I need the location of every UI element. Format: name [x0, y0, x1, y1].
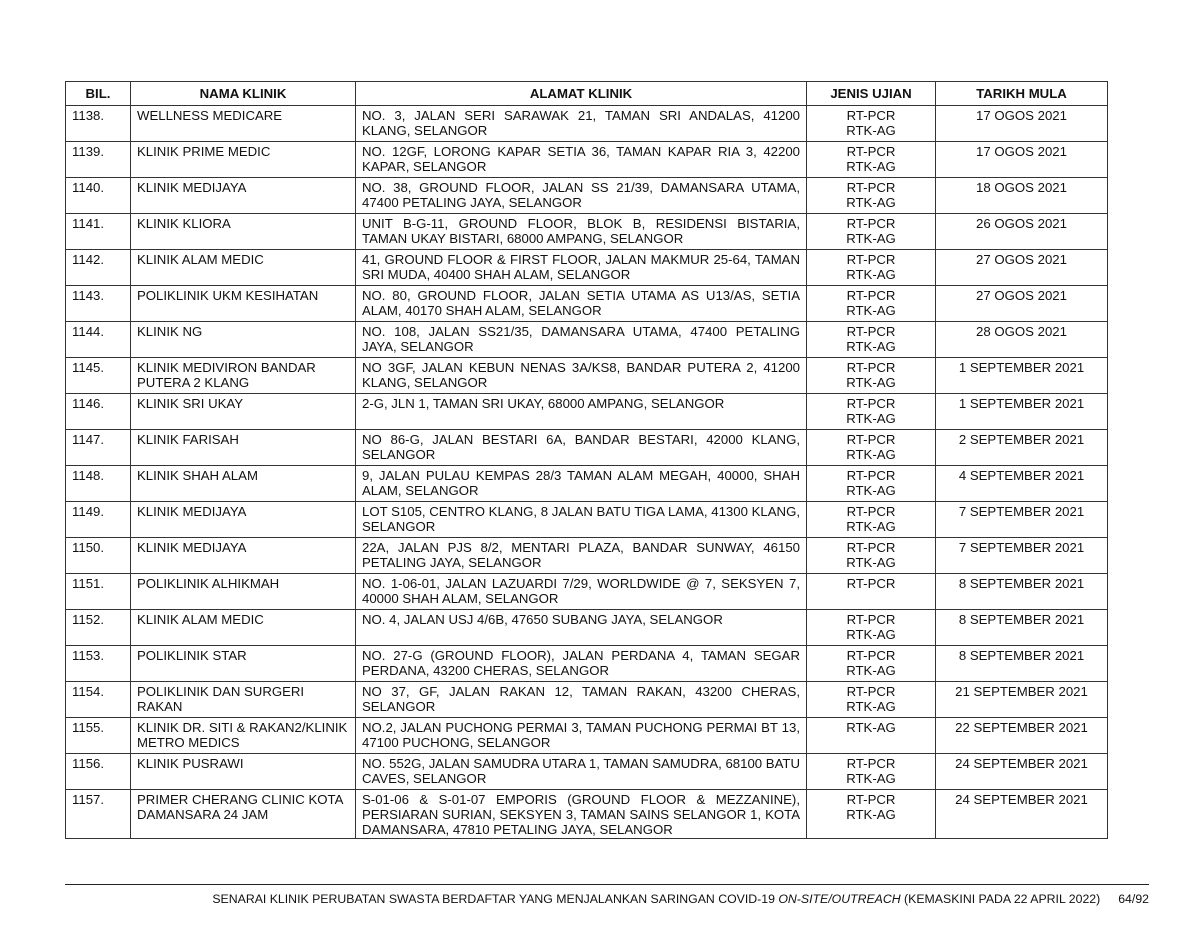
clinic-address: NO 37, GF, JALAN RAKAN 12, TAMAN RAKAN, 43200 CHERAS, SELANGOR [356, 682, 807, 718]
clinic-name: KLINIK NG [131, 322, 356, 358]
test-type: RT-PCR [846, 396, 896, 411]
clinic-address: NO 86-G, JALAN BESTARI 6A, BANDAR BESTARI, 42000 KLANG, SELANGOR [356, 430, 807, 466]
test-type: RT-PCR [846, 504, 896, 519]
table-row [66, 286, 1108, 322]
start-date: 8 SEPTEMBER 2021 [936, 610, 1108, 646]
start-date: 2 SEPTEMBER 2021 [936, 430, 1108, 466]
test-type: RT-PCR [846, 756, 896, 771]
clinic-name: PRIMER CHERANG CLINIC KOTA DAMANSARA 24 JAM [131, 790, 356, 839]
clinic-address: S-01-06 & S-01-07 EMPORIS (GROUND FLOOR & MEZZANINE), PERSIARAN SURIAN, SEKSYEN 3, TAMAN SAINS SELANGOR 1, KOTA DAMANSARA, 47810 PETALING JAYA, SELANGOR [356, 790, 807, 839]
test-types [807, 430, 936, 466]
table-row [66, 682, 1108, 718]
table-row [66, 718, 1108, 754]
test-types [807, 718, 936, 754]
table-row [66, 538, 1108, 574]
clinic-address: NO. 4, JALAN USJ 4/6B, 47650 SUBANG JAYA, SELANGOR [356, 610, 807, 646]
clinic-name: KLINIK ALAM MEDIC [131, 610, 356, 646]
test-types [807, 646, 936, 682]
table-row [66, 142, 1108, 178]
start-date: 8 SEPTEMBER 2021 [936, 646, 1108, 682]
test-type: RTK-AG [846, 339, 896, 354]
start-date: 17 OGOS 2021 [936, 106, 1108, 142]
row-number: 1144. [66, 322, 131, 358]
test-type: RT-PCR [846, 684, 896, 699]
clinic-address: NO. 108, JALAN SS21/35, DAMANSARA UTAMA, 47400 PETALING JAYA, SELANGOR [356, 322, 807, 358]
table-row [66, 754, 1108, 790]
start-date: 24 SEPTEMBER 2021 [936, 790, 1108, 839]
clinic-name: KLINIK SHAH ALAM [131, 466, 356, 502]
test-types [807, 214, 936, 250]
start-date: 22 SEPTEMBER 2021 [936, 718, 1108, 754]
start-date: 27 OGOS 2021 [936, 286, 1108, 322]
test-type: RTK-AG [846, 663, 896, 678]
row-number: 1139. [66, 142, 131, 178]
clinic-address: 22A, JALAN PJS 8/2, MENTARI PLAZA, BANDAR SUNWAY, 46150 PETALING JAYA, SELANGOR [356, 538, 807, 574]
start-date: 26 OGOS 2021 [936, 214, 1108, 250]
header-tarikh-mula: TARIKH MULA [936, 82, 1108, 106]
table-row [66, 322, 1108, 358]
start-date: 18 OGOS 2021 [936, 178, 1108, 214]
test-type: RT-PCR [846, 792, 896, 807]
start-date: 24 SEPTEMBER 2021 [936, 754, 1108, 790]
test-type: RTK-AG [846, 303, 896, 318]
clinic-name: KLINIK PUSRAWI [131, 754, 356, 790]
clinic-name: POLIKLINIK DAN SURGERI RAKAN [131, 682, 356, 718]
test-type: RTK-AG [846, 231, 896, 246]
clinic-name: KLINIK SRI UKAY [131, 394, 356, 430]
clinic-address: NO 3GF, JALAN KEBUN NENAS 3A/KS8, BANDAR PUTERA 2, 41200 KLANG, SELANGOR [356, 358, 807, 394]
test-type: RTK-AG [846, 159, 896, 174]
start-date: 7 SEPTEMBER 2021 [936, 502, 1108, 538]
clinic-name: KLINIK FARISAH [131, 430, 356, 466]
clinic-address: NO. 27-G (GROUND FLOOR), JALAN PERDANA 4, TAMAN SEGAR PERDANA, 43200 CHERAS, SELANGOR [356, 646, 807, 682]
test-type: RT-PCR [846, 540, 896, 555]
row-number: 1150. [66, 538, 131, 574]
row-number: 1155. [66, 718, 131, 754]
table-row [66, 790, 1108, 839]
clinic-name: KLINIK MEDIJAYA [131, 502, 356, 538]
row-number: 1149. [66, 502, 131, 538]
clinic-name: POLIKLINIK ALHIKMAH [131, 574, 356, 610]
clinic-address: NO. 12GF, LORONG KAPAR SETIA 36, TAMAN KAPAR RIA 3, 42200 KAPAR, SELANGOR [356, 142, 807, 178]
test-type: RT-PCR [846, 252, 896, 267]
table-row [66, 610, 1108, 646]
clinic-name: KLINIK MEDIJAYA [131, 178, 356, 214]
start-date: 27 OGOS 2021 [936, 250, 1108, 286]
test-type: RTK-AG [846, 123, 896, 138]
footer-divider [65, 884, 1149, 885]
table-row [66, 214, 1108, 250]
test-type: RTK-AG [846, 447, 896, 462]
clinic-address: UNIT B-G-11, GROUND FLOOR, BLOK B, RESIDENSI BISTARIA, TAMAN UKAY BISTARI, 68000 AMPANG, SELANGOR [356, 214, 807, 250]
row-number: 1138. [66, 106, 131, 142]
test-type: RTK-AG [846, 483, 896, 498]
test-type: RT-PCR [846, 432, 896, 447]
test-type: RTK-AG [846, 699, 896, 714]
clinic-address: 9, JALAN PULAU KEMPAS 28/3 TAMAN ALAM MEGAH, 40000, SHAH ALAM, SELANGOR [356, 466, 807, 502]
test-type: RTK-AG [846, 411, 896, 426]
test-type: RT-PCR [846, 216, 896, 231]
header-jenis-ujian: JENIS UJIAN [807, 82, 936, 106]
test-type: RT-PCR [846, 324, 896, 339]
clinic-address: NO. 1-06-01, JALAN LAZUARDI 7/29, WORLDWIDE @ 7, SEKSYEN 7, 40000 SHAH ALAM, SELANGOR [356, 574, 807, 610]
test-types [807, 142, 936, 178]
test-types [807, 466, 936, 502]
test-types [807, 538, 936, 574]
clinic-address: 41, GROUND FLOOR & FIRST FLOOR, JALAN MAKMUR 25-64, TAMAN SRI MUDA, 40400 SHAH ALAM, SELANGOR [356, 250, 807, 286]
test-type: RTK-AG [846, 375, 896, 390]
row-number: 1140. [66, 178, 131, 214]
clinic-address: NO.2, JALAN PUCHONG PERMAI 3, TAMAN PUCHONG PERMAI BT 13, 47100 PUCHONG, SELANGOR [356, 718, 807, 754]
test-types [807, 502, 936, 538]
row-number: 1147. [66, 430, 131, 466]
table-row [66, 106, 1108, 142]
test-type: RTK-AG [846, 195, 896, 210]
start-date: 4 SEPTEMBER 2021 [936, 466, 1108, 502]
table-row [66, 502, 1108, 538]
clinic-name: WELLNESS MEDICARE [131, 106, 356, 142]
start-date: 1 SEPTEMBER 2021 [936, 394, 1108, 430]
test-type: RT-PCR [846, 360, 896, 375]
clinic-name: KLINIK MEDIVIRON BANDAR PUTERA 2 KLANG [131, 358, 356, 394]
table-row [66, 646, 1108, 682]
footer-title-italic: ON-SITE/OUTREACH [778, 892, 901, 906]
start-date: 17 OGOS 2021 [936, 142, 1108, 178]
test-type: RT-PCR [846, 180, 896, 195]
page-footer [65, 892, 1149, 906]
row-number: 1153. [66, 646, 131, 682]
test-types [807, 358, 936, 394]
start-date: 21 SEPTEMBER 2021 [936, 682, 1108, 718]
test-type: RTK-AG [846, 720, 896, 735]
test-types [807, 322, 936, 358]
row-number: 1142. [66, 250, 131, 286]
test-types [807, 682, 936, 718]
header-alamat-klinik: ALAMAT KLINIK [356, 82, 807, 106]
row-number: 1141. [66, 214, 131, 250]
test-type: RTK-AG [846, 267, 896, 282]
table-row [66, 358, 1108, 394]
table-row [66, 430, 1108, 466]
row-number: 1151. [66, 574, 131, 610]
clinic-name: KLINIK DR. SITI & RAKAN2/KLINIK METRO MEDICS [131, 718, 356, 754]
test-types [807, 178, 936, 214]
test-types [807, 250, 936, 286]
table-body [66, 106, 1108, 839]
test-type: RTK-AG [846, 771, 896, 786]
clinic-name: POLIKLINIK UKM KESIHATAN [131, 286, 356, 322]
test-type: RTK-AG [846, 807, 896, 822]
test-types [807, 394, 936, 430]
test-type: RT-PCR [846, 288, 896, 303]
start-date: 1 SEPTEMBER 2021 [936, 358, 1108, 394]
clinic-name: KLINIK KLIORA [131, 214, 356, 250]
test-type: RT-PCR [846, 576, 896, 591]
test-type: RTK-AG [846, 555, 896, 570]
test-types [807, 790, 936, 839]
start-date: 8 SEPTEMBER 2021 [936, 574, 1108, 610]
test-types [807, 574, 936, 610]
table-row [66, 394, 1108, 430]
test-types [807, 610, 936, 646]
clinic-name: KLINIK ALAM MEDIC [131, 250, 356, 286]
row-number: 1146. [66, 394, 131, 430]
clinic-address: NO. 80, GROUND FLOOR, JALAN SETIA UTAMA AS U13/AS, SETIA ALAM, 40170 SHAH ALAM, SELANGOR [356, 286, 807, 322]
table-row [66, 574, 1108, 610]
test-types [807, 286, 936, 322]
test-type: RT-PCR [846, 612, 896, 627]
test-type: RTK-AG [846, 519, 896, 534]
test-types [807, 754, 936, 790]
table-row [66, 466, 1108, 502]
table-row [66, 250, 1108, 286]
test-type: RT-PCR [846, 144, 896, 159]
clinic-address: NO. 38, GROUND FLOOR, JALAN SS 21/39, DAMANSARA UTAMA, 47400 PETALING JAYA, SELANGOR [356, 178, 807, 214]
start-date: 7 SEPTEMBER 2021 [936, 538, 1108, 574]
clinic-name: KLINIK MEDIJAYA [131, 538, 356, 574]
clinic-address: NO. 552G, JALAN SAMUDRA UTARA 1, TAMAN SAMUDRA, 68100 BATU CAVES, SELANGOR [356, 754, 807, 790]
clinic-name: KLINIK PRIME MEDIC [131, 142, 356, 178]
test-type: RT-PCR [846, 468, 896, 483]
table-row [66, 178, 1108, 214]
clinic-table [65, 81, 1108, 839]
header-bil: BIL. [66, 82, 131, 106]
row-number: 1152. [66, 610, 131, 646]
start-date: 28 OGOS 2021 [936, 322, 1108, 358]
row-number: 1148. [66, 466, 131, 502]
header-nama-klinik: NAMA KLINIK [131, 82, 356, 106]
test-type: RT-PCR [846, 648, 896, 663]
clinic-address: NO. 3, JALAN SERI SARAWAK 21, TAMAN SRI ANDALAS, 41200 KLANG, SELANGOR [356, 106, 807, 142]
table-header-row [66, 82, 1108, 106]
footer-title: SENARAI KLINIK PERUBATAN SWASTA BERDAFTAR YANG MENJALANKAN SARINGAN COVID-19 ON-SITE/OUTREACH (KEMASKINI PADA 22 APRIL 2022) [212, 892, 1101, 906]
clinic-address: 2-G, JLN 1, TAMAN SRI UKAY, 68000 AMPANG, SELANGOR [356, 394, 807, 430]
test-type: RT-PCR [846, 108, 896, 123]
row-number: 1156. [66, 754, 131, 790]
test-type: RTK-AG [846, 627, 896, 642]
test-types [807, 106, 936, 142]
clinic-address: LOT S105, CENTRO KLANG, 8 JALAN BATU TIGA LAMA, 41300 KLANG, SELANGOR [356, 502, 807, 538]
row-number: 1154. [66, 682, 131, 718]
page-number: 64/92 [1118, 892, 1149, 906]
row-number: 1143. [66, 286, 131, 322]
clinic-name: POLIKLINIK STAR [131, 646, 356, 682]
row-number: 1145. [66, 358, 131, 394]
row-number: 1157. [66, 790, 131, 839]
